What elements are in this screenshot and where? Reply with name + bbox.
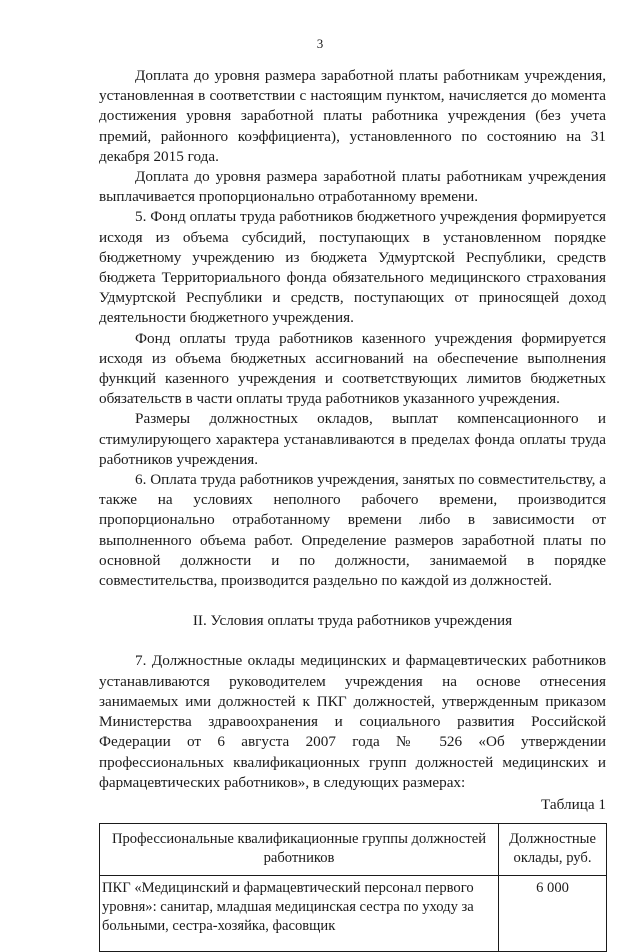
- table-header-row: [100, 824, 607, 876]
- paragraph: Размеры должностных окладов, выплат компенсационного и стимулирующего характера устанавливаются в пределах фонда оплаты труда работников учреждения.: [99, 410, 606, 468]
- document-body: [99, 66, 606, 952]
- paragraph: Доплата до уровня размера заработной платы работникам учреждения, установленная в соответствии с настоящим пунктом, начисляется до момента достижения уровня заработной платы работника учреждения (без учета премий, районного коэффициента), установленного по состоянию на 31 декабря 2015 года.: [99, 67, 606, 165]
- section-heading: II. Условия оплаты труда работников учреждения: [192, 612, 513, 630]
- paragraph: 5. Фонд оплаты труда работников бюджетного учреждения формируется исходя из объема субсидий, поступающих в установленном порядке бюджетному учреждению из бюджета Удмуртской Республики, средств бюджета Территориального фонда обязательного медицинского страхования Удмуртской Республики и средств, поступающих от приносящей доход деятельности бюджетного учреждения.: [99, 208, 606, 327]
- paragraph: Доплата до уровня размера заработной платы работникам учреждения выплачивается пропорционально отработанному времени.: [99, 168, 606, 206]
- salary-table: [99, 823, 607, 952]
- paragraph: Фонд оплаты труда работников казенного учреждения формируется исходя из объема бюджетных ассигнований на обеспечение выполнения функций казенного учреждения и соответствующих лимитов бюджетных обязательств в части оплаты труда работников указанного учреждения.: [99, 329, 606, 408]
- table-cell-salary: 6 000: [499, 876, 607, 952]
- header-group-column: Профессиональные квалификационные группы должностей работников: [100, 824, 499, 876]
- table-cell-group: ПКГ «Медицинский и фармацевтический персонал первого уровня»: санитар, младшая медицинская сестра по уходу за больными, сестра-хозяйка, фасовщик: [100, 876, 499, 952]
- page-number: 3: [316, 36, 324, 51]
- header-salary-column: Должностные оклады, руб.: [499, 824, 607, 876]
- table-caption: Таблица 1: [541, 795, 606, 813]
- paragraph: 7. Должностные оклады медицинских и фармацевтических работников устанавливаются руководителем учреждения на основе отнесения занимаемых ими должностей к ПКГ должностей, утвержденным приказом Министерства здравоохранения и социального развития Российской Федерации от 6 августа 2007 года № 526 «Об утверждении профессиональных квалификационных групп должностей медицинских и фармацевтических работников», в следующих размерах:: [99, 652, 606, 791]
- paragraph: 6. Оплата труда работников учреждения, занятых по совместительству, а также на условиях неполного рабочего времени, производится пропорционально отработанному времени либо в зависимости от выполненного объема работ. Определение размеров заработной платы по основной должности и по должности, занимаемой в порядке совместительства, производится раздельно по каждой из должностей.: [99, 471, 606, 590]
- table-row: [100, 876, 607, 952]
